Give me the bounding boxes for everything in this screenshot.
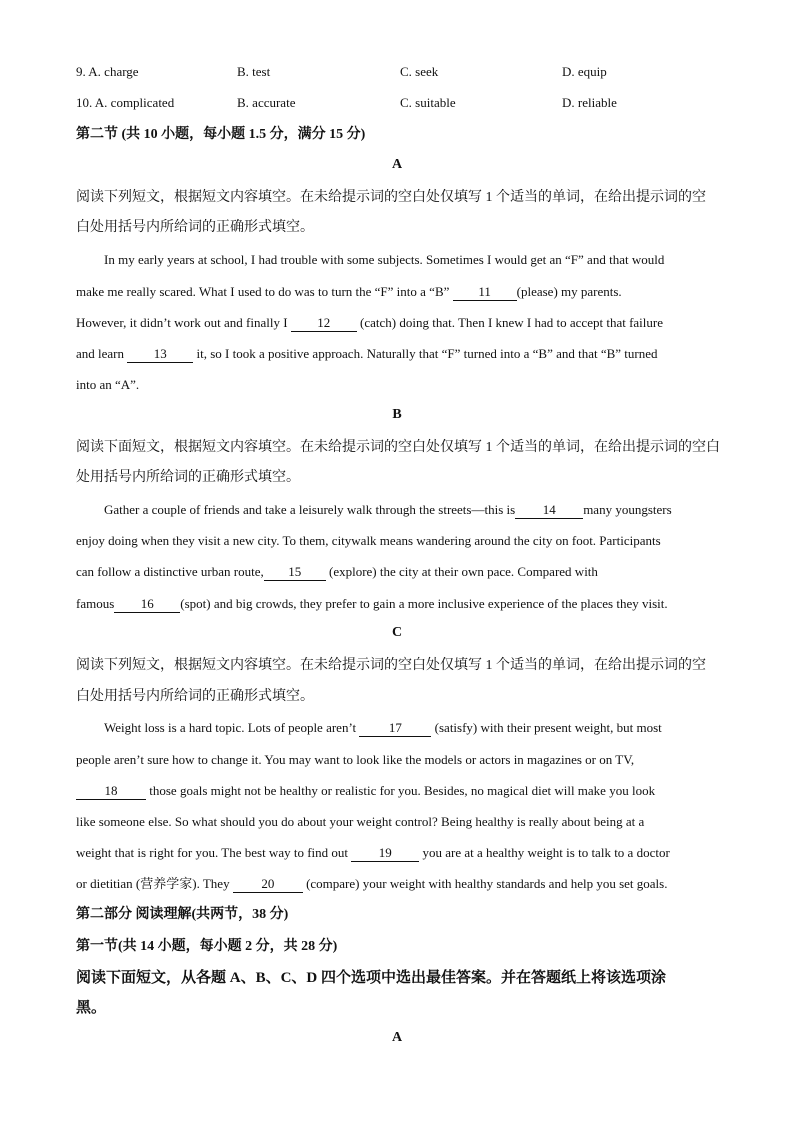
passage-label-c: C xyxy=(391,625,403,640)
passage-line: or dietitian (营养学家). They 20 (compare) your weight with healthy standards and help you set goals. xyxy=(76,876,668,891)
blank-12: 12 xyxy=(291,315,357,332)
passage-line: Gather a couple of friends and take a leisurely walk through the streets—this is 14 many youngsters xyxy=(104,502,672,517)
option-row-10 xyxy=(76,95,736,115)
instruction-line: 处用括号内所给词的正确形式填空。 xyxy=(76,470,300,485)
passage-label-a: A xyxy=(391,1030,403,1045)
passage-line: can follow a distinctive urban route, 15 (explore) the city at their own pace. Compared with xyxy=(76,564,598,579)
blank-13: 13 xyxy=(127,346,193,363)
blank-20: 20 xyxy=(233,876,303,893)
instruction-line: 白处用括号内所给词的正确形式填空。 xyxy=(76,689,314,704)
passage-line: into an “A”. xyxy=(76,377,140,392)
passage-line: like someone else. So what should you do about your weight control? Being healthy is really about being at a xyxy=(76,814,645,829)
passage-line: 18 those goals might not be healthy or realistic for you. Besides, no magical diet will make you look xyxy=(76,781,718,801)
blank-11: 11 xyxy=(453,284,517,301)
instruction-line: 白处用括号内所给词的正确形式填空。 xyxy=(76,220,314,235)
passage-line: people aren’t sure how to change it. You may want to look like the models or actors in magazines or on TV, xyxy=(76,752,635,767)
blank-16: 16 xyxy=(114,596,180,613)
option-c: C. suitable xyxy=(400,95,456,110)
passage-line: make me really scared. What I used to do was to turn the “F” into a “B” 11 (please) my parents. xyxy=(76,284,622,299)
option-b: B. test xyxy=(237,64,271,79)
part-heading: 第二部分 阅读理解(共两节，38 分) xyxy=(76,907,289,922)
passage-line: famous 16 (spot) and big crowds, they prefer to gain a more inclusive experience of the places they visit. xyxy=(76,596,668,611)
section-heading: 第二节 (共 10 小题，每小题 1.5 分，满分 15 分) xyxy=(76,127,366,142)
blank-14: 14 xyxy=(515,502,583,519)
passage-label-a: A xyxy=(391,157,403,172)
option-row-9 xyxy=(76,64,736,84)
passage-line: However, it didn’t work out and finally I 12 (catch) doing that. Then I knew I had to accept that failure xyxy=(76,315,663,330)
instruction-line: 黑。 xyxy=(76,1000,107,1016)
instruction-line: 阅读下面短文，根据短文内容填空。在未给提示词的空白处仅填写 1 个适当的单词，在给出提示词的空白 xyxy=(76,440,720,455)
instruction-line: 阅读下列短文，根据短文内容填空。在未给提示词的空白处仅填写 1 个适当的单词，在给出提示词的空 xyxy=(76,190,706,205)
option-c: C. seek xyxy=(400,64,439,79)
passage-line: and learn 13 it, so I took a positive approach. Naturally that “F” turned into a “B” and that “B” turned xyxy=(76,346,658,361)
section-heading: 第一节(共 14 小题，每小题 2 分，共 28 分) xyxy=(76,939,338,954)
blank-15: 15 xyxy=(264,564,326,581)
passage-label-b: B xyxy=(392,407,402,422)
instruction-line: 阅读下面短文，从各题 A、B、C、D 四个选项中选出最佳答案。并在答题纸上将该选项涂 xyxy=(76,970,667,986)
blank-18: 18 xyxy=(76,783,146,800)
passage-line: enjoy doing when they visit a new city. To them, citywalk means wandering around the city on foot. Participants xyxy=(76,533,661,548)
option-b: B. accurate xyxy=(237,95,296,110)
option-d: D. equip xyxy=(562,64,607,79)
passage-line: In my early years at school, I had trouble with some subjects. Sometimes I would get an “F” and that would xyxy=(104,252,665,267)
option-a: 9. A. charge xyxy=(76,64,139,79)
option-d: D. reliable xyxy=(562,95,617,110)
blank-19: 19 xyxy=(351,845,419,862)
blank-17: 17 xyxy=(359,720,431,737)
instruction-line: 阅读下列短文，根据短文内容填空。在未给提示词的空白处仅填写 1 个适当的单词，在给出提示词的空 xyxy=(76,658,706,673)
passage-line: weight that is right for you. The best way to find out 19 you are at a healthy weight is to talk to a doctor xyxy=(76,845,670,860)
passage-line: Weight loss is a hard topic. Lots of people aren’t 17 (satisfy) with their present weight, but most xyxy=(104,720,662,735)
option-a: 10. A. complicated xyxy=(76,95,175,110)
